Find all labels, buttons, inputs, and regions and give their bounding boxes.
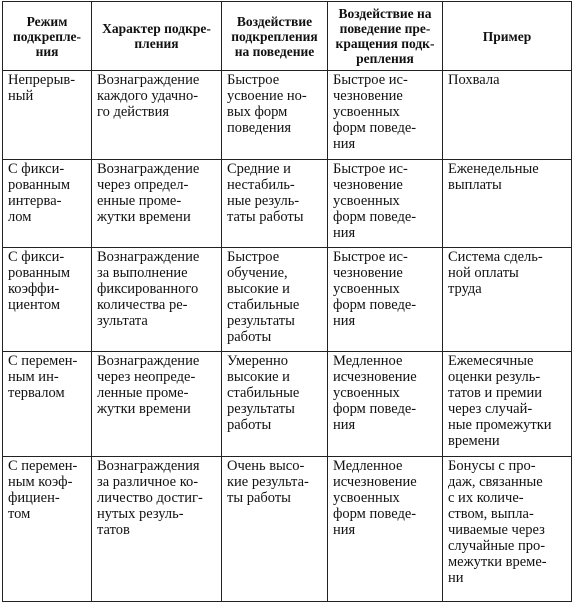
- header-effect: Воздействие подкрепления на поведение: [222, 2, 328, 71]
- cell-effect: Быстрое усвоение но- вых форм поведения: [222, 71, 328, 160]
- cell-mode: С перемен- ным ин- тервалом: [3, 352, 92, 457]
- cell-extinction: Быстрое ис- чезновение усвоенных форм поведе- ния: [328, 71, 443, 160]
- cell-nature: Вознаграждение через неопреде- ленные проме- жутки времени: [92, 352, 222, 457]
- cell-effect: Средние и нестабиль- ные резуль- таты работы: [222, 160, 328, 248]
- header-extinction: Воздействие на поведение пре- кращения подк- репления: [328, 2, 443, 71]
- cell-effect: Быстрое обучение, высокие и стабильные результаты работы: [222, 248, 328, 352]
- header-mode: Режим подкрепле- ния: [3, 2, 92, 71]
- table-row: [3, 457, 572, 602]
- cell-nature: Вознаграждение через определ- енные проме- жутки времени: [92, 160, 222, 248]
- cell-extinction: Быстрое ис- чезновение усвоенных форм поведе- ния: [328, 160, 443, 248]
- table-row: [3, 160, 572, 248]
- table-row: [3, 352, 572, 457]
- table-row: [3, 248, 572, 352]
- cell-example: Система сдель- ной оплаты труда: [443, 248, 572, 352]
- cell-extinction: Медленное исчезновение усвоенных форм поведе- ния: [328, 352, 443, 457]
- cell-example: Ежемесячные оценки резуль- татов и премии через случай- ные промежутки времени: [443, 352, 572, 457]
- reinforcement-schedules-table: [2, 1, 572, 602]
- cell-nature: Вознаграждение каждого удачно- го действия: [92, 71, 222, 160]
- cell-example: Бонусы с про- даж, связанные с их количе- ством, выпла- чиваемые через случайные про- межутки време- ни: [443, 457, 572, 602]
- header-row: [3, 2, 572, 71]
- cell-extinction: Медленное исчезновение усвоенных форм поведе- ния: [328, 457, 443, 602]
- table-row: [3, 71, 572, 160]
- cell-effect: Очень высо- кие результа- ты работы: [222, 457, 328, 602]
- cell-example: Еженедельные выплаты: [443, 160, 572, 248]
- cell-nature: Вознаграждения за различное ко- личество достиг- нутых резуль- татов: [92, 457, 222, 602]
- cell-mode: Непрерыв- ный: [3, 71, 92, 160]
- cell-effect: Умеренно высокие и стабильные результаты работы: [222, 352, 328, 457]
- cell-extinction: Быстрое ис- чезновение усвоенных форм поведе- ния: [328, 248, 443, 352]
- cell-mode: С фикси- рованным интерва- лом: [3, 160, 92, 248]
- cell-example: Похвала: [443, 71, 572, 160]
- header-nature: Характер подкре- пления: [92, 2, 222, 71]
- cell-mode: С фикси- рованным коэффи- циентом: [3, 248, 92, 352]
- header-example: Пример: [443, 2, 572, 71]
- cell-nature: Вознаграждение за выполнение фиксированного количества ре- зультата: [92, 248, 222, 352]
- cell-mode: С перемен- ным коэф- фициен- том: [3, 457, 92, 602]
